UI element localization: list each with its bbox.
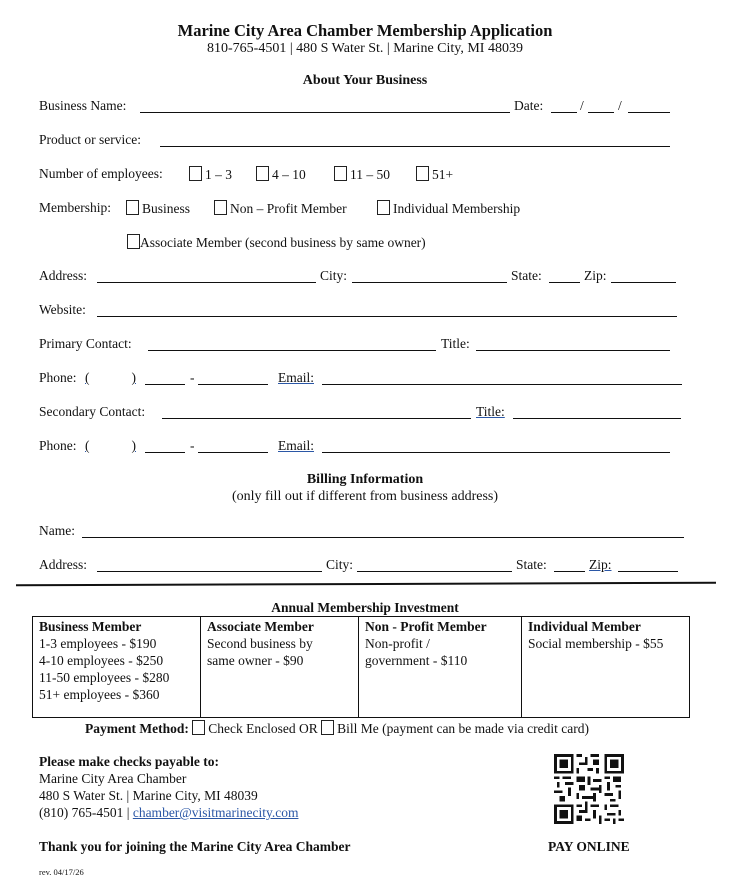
billing-heading: Billing Information	[306, 472, 424, 487]
payment-method-label: Payment Method:	[85, 721, 189, 736]
investment-heading: Annual Membership Investment	[271, 600, 459, 615]
phone-area-code-field[interactable]: ( )	[85, 370, 136, 385]
thank-you-note: Thank you for joining the Marine City Area Chamber	[39, 839, 351, 854]
section-divider	[16, 582, 716, 586]
city-field[interactable]	[352, 282, 507, 283]
payable-org-name: Marine City Area Chamber	[39, 771, 187, 786]
primary-contact-field[interactable]	[148, 350, 436, 351]
phone2-dash: -	[190, 438, 195, 453]
phone-label: Phone:	[39, 370, 77, 385]
payable-contact	[39, 805, 298, 821]
checkbox-icon[interactable]	[192, 720, 205, 735]
phone2-prefix-field[interactable]	[145, 452, 185, 453]
secondary-title-label: Title:	[476, 404, 505, 419]
fee-line: Non-profit /	[365, 636, 430, 651]
email-link[interactable]: chamber@visitmarinecity.com	[132, 805, 299, 820]
billing-zip-label: Zip:	[589, 557, 612, 572]
membership-label: Membership:	[39, 200, 111, 215]
secondary-contact-label: Secondary Contact:	[39, 404, 146, 419]
fee-line: government - $110	[365, 653, 468, 668]
fee-column-associate	[201, 617, 359, 718]
membership-option-non-profit[interactable]: Non – Profit Member	[214, 200, 347, 217]
billing-note: (only fill out if different from business address)	[231, 489, 499, 504]
secondary-title-field[interactable]	[513, 418, 681, 419]
phone2-line-field[interactable]	[198, 452, 268, 453]
pay-online-label: PAY ONLINE	[548, 839, 630, 854]
fee-line: Second business by	[207, 636, 313, 651]
zip-label: Zip:	[584, 268, 607, 283]
fee-line: same owner - $90	[207, 653, 304, 668]
payable-address: 480 S Water St. | Marine City, MI 48039	[39, 788, 258, 803]
zip-field[interactable]	[611, 282, 676, 283]
phone2-area-code-field[interactable]: ( )	[85, 438, 136, 453]
billing-city-label: City:	[326, 557, 354, 572]
date-separator: /	[618, 98, 622, 113]
business-name-field[interactable]	[140, 112, 510, 113]
fee-line: 1-3 employees - $190	[39, 636, 157, 651]
fee-column-title: Individual Member	[528, 619, 641, 634]
payment-method-row	[85, 720, 589, 737]
checkbox-icon[interactable]	[334, 166, 347, 181]
checkbox-icon[interactable]	[126, 200, 139, 215]
product-label: Product or service:	[39, 132, 141, 147]
primary-contact-label: Primary Contact:	[39, 336, 132, 351]
billing-address-label: Address:	[39, 557, 87, 572]
billing-name-label: Name:	[39, 523, 75, 538]
address-label: Address:	[39, 268, 87, 283]
form-title: Marine City Area Chamber Membership Application	[177, 21, 553, 40]
membership-option-business[interactable]: Business	[126, 200, 190, 217]
state-label: State:	[511, 268, 542, 283]
payment-check-option: Check Enclosed OR	[208, 721, 318, 736]
business-name-label: Business Name:	[39, 98, 127, 113]
state-field[interactable]	[549, 282, 580, 283]
fee-column-title: Business Member	[39, 619, 142, 634]
date-day-field[interactable]	[588, 112, 614, 113]
checkbox-icon[interactable]	[127, 234, 140, 249]
checkbox-icon[interactable]	[321, 720, 334, 735]
title-field[interactable]	[476, 350, 670, 351]
phone-line-field[interactable]	[198, 384, 268, 385]
employees-option-1-3[interactable]: 1 – 3	[189, 166, 232, 183]
payment-bill-option: Bill Me (payment can be made via credit card)	[337, 721, 589, 736]
date-year-field[interactable]	[628, 112, 670, 113]
email-label: Email:	[278, 370, 314, 385]
phone-label-2: Phone:	[39, 438, 77, 453]
employees-option-4-10[interactable]: 4 – 10	[256, 166, 306, 183]
city-label: City:	[320, 268, 348, 283]
billing-state-field[interactable]	[554, 571, 585, 572]
billing-address-field[interactable]	[97, 571, 322, 572]
billing-name-field[interactable]	[82, 537, 684, 538]
secondary-contact-field[interactable]	[162, 418, 471, 419]
fee-line: 4-10 employees - $250	[39, 653, 164, 668]
revision-note: rev. 04/17/26	[39, 867, 84, 877]
billing-city-field[interactable]	[357, 571, 512, 572]
employees-option-51-plus[interactable]: 51+	[416, 166, 453, 183]
payable-phone: (810) 765-4501 |	[39, 805, 130, 820]
fee-column-non-profit	[359, 617, 522, 718]
fee-column-title: Non - Profit Member	[365, 619, 487, 634]
about-heading: About Your Business	[302, 73, 428, 88]
fee-line: Social membership - $55	[528, 636, 664, 651]
checkbox-icon[interactable]	[214, 200, 227, 215]
employees-option-11-50[interactable]: 11 – 50	[334, 166, 390, 183]
date-label: Date:	[514, 98, 544, 113]
website-field[interactable]	[97, 316, 677, 317]
fee-column-title: Associate Member	[207, 619, 314, 634]
address-field[interactable]	[97, 282, 316, 283]
checkbox-icon[interactable]	[416, 166, 429, 181]
chamber-contact-line: 810-765-4501 | 480 S Water St. | Marine City, MI 48039	[207, 41, 523, 56]
email-field[interactable]	[322, 384, 682, 385]
payable-heading: Please make checks payable to:	[39, 754, 219, 769]
fee-column-individual	[522, 617, 690, 718]
email2-field[interactable]	[322, 452, 670, 453]
fee-line: 11-50 employees - $280	[39, 670, 170, 685]
checkbox-icon[interactable]	[189, 166, 202, 181]
date-month-field[interactable]	[551, 112, 577, 113]
email-label-2: Email:	[278, 438, 314, 453]
phone-dash: -	[190, 370, 195, 385]
checkbox-icon[interactable]	[256, 166, 269, 181]
membership-fees-table	[32, 616, 690, 718]
billing-zip-field[interactable]	[618, 571, 678, 572]
fee-line: 51+ employees - $360	[39, 687, 160, 702]
checkbox-icon[interactable]	[377, 200, 390, 215]
employees-label: Number of employees:	[39, 166, 163, 181]
membership-option-associate[interactable]: Associate Member (second business by same owner)	[127, 234, 426, 251]
fee-column-business	[33, 617, 201, 718]
phone-prefix-field[interactable]	[145, 384, 185, 385]
date-separator: /	[580, 98, 584, 113]
website-label: Website:	[39, 302, 86, 317]
product-field[interactable]	[160, 146, 670, 147]
billing-state-label: State:	[516, 557, 547, 572]
membership-option-individual[interactable]: Individual Membership	[377, 200, 520, 217]
qr-code-icon[interactable]	[554, 754, 624, 824]
title-label: Title:	[441, 336, 470, 351]
